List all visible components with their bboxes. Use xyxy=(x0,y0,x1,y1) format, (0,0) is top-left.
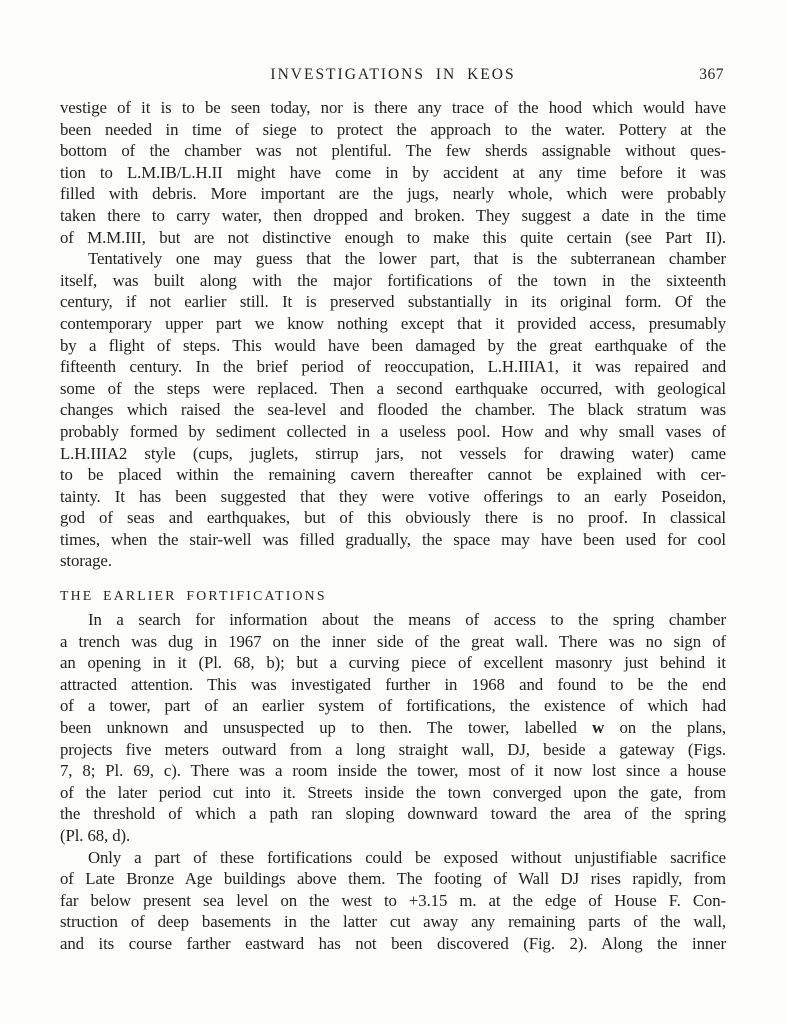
text-line: contemporary upper part we know nothing except that it provided access, presumably xyxy=(60,313,726,333)
text-line: the threshold of which a path ran sloping downward toward the area of the spring xyxy=(60,804,726,824)
text-line: L.H.IIIA2 style (cups, juglets, stirrup jars, not vessels for drawing water) came xyxy=(60,443,726,463)
paragraph-4 xyxy=(60,847,726,955)
tower-line-post: on the plans, xyxy=(604,718,726,738)
text-line: In a search for information about the means of access to the spring chamber xyxy=(88,610,726,630)
text-line: far below present sea level on the west to +3.15 m. at the edge of House F. Con- xyxy=(60,890,726,910)
text-line: attracted attention. This was investigated further in 1968 and found to be the end xyxy=(60,674,726,694)
tower-line-pre: been unknown and unsuspected up to then. The tower, labelled xyxy=(60,718,593,738)
text-line: by a flight of steps. This would have been damaged by the great earthquake of the xyxy=(60,335,726,355)
text-line: changes which raised the sea-level and flooded the chamber. The black stratum was xyxy=(60,400,726,420)
page-number: 367 xyxy=(699,66,724,83)
paragraph-2 xyxy=(60,248,726,572)
text-line: probably formed by sediment collected in a useless pool. How and why small vases of xyxy=(60,421,726,441)
text-line: some of the steps were replaced. Then a second earthquake occurred, with geological xyxy=(60,378,726,398)
text-line: Tentatively one may guess that the lower part, that is the subterranean chamber xyxy=(88,249,726,269)
section-heading: THE EARLIER FORTIFICATIONS xyxy=(60,588,327,604)
text-line: been needed in time of siege to protect the approach to the water. Pottery at the xyxy=(60,119,726,139)
text-line: Only a part of these fortifications could be exposed without unjustifiable sacrifice xyxy=(88,847,726,867)
paragraph-3 xyxy=(60,609,726,847)
text-line: god of seas and earthquakes, but of this obviously there is no proof. In classical xyxy=(60,508,726,528)
tower-label-w: w xyxy=(592,718,605,738)
running-head-title: INVESTIGATIONS IN KEOS xyxy=(270,66,516,83)
text-line: a trench was dug in 1967 on the inner side of the great wall. There was no sign of xyxy=(60,631,726,651)
paragraph-1 xyxy=(60,97,726,248)
text-column xyxy=(60,97,726,955)
text-line: vestige of it is to be seen today, nor is there any trace of the hood which would have xyxy=(60,98,726,117)
text-line: of M.M.III, but are not distinctive enough to make this quite certain (see Part II). xyxy=(60,227,726,247)
text-line: of the later period cut into it. Streets inside the town converged upon the gate, from xyxy=(60,782,726,802)
text-line: times, when the stair-well was filled gradually, the space may have been used for cool xyxy=(60,529,726,549)
text-line: an opening in it (Pl. 68, b); but a curving piece of excellent masonry just behind it xyxy=(60,653,726,673)
text-line: itself, was built along with the major fortifications of the town in the sixteenth xyxy=(60,270,726,290)
text-line: fifteenth century. In the brief period of reoccupation, L.H.IIIA1, it was repaired and xyxy=(60,357,726,377)
text-line: taken there to carry water, then dropped and broken. They suggest a date in the time xyxy=(60,205,726,225)
text-line: (Pl. 68, d). xyxy=(60,826,131,845)
text-line: bottom of the chamber was not plentiful. The few sherds assignable without ques- xyxy=(60,141,726,161)
text-line-tower-label xyxy=(60,717,726,739)
text-line: tainty. It has been suggested that they were votive offerings to an early Poseidon, xyxy=(60,486,726,506)
text-line: filled with debris. More important are the jugs, nearly whole, which were probably xyxy=(60,184,726,204)
text-line: and its course farther eastward has not been discovered (Fig. 2). Along the inner xyxy=(60,933,726,953)
text-line: storage. xyxy=(60,551,112,571)
text-line: century, if not earlier still. It is preserved substantially in its original form. Of the xyxy=(60,292,726,312)
text-line: struction of deep basements in the latter cut away any remaining parts of the wall, xyxy=(60,912,726,932)
text-line: tion to L.M.IB/L.H.II might have come in by accident at any time before it was xyxy=(60,162,726,182)
running-head xyxy=(60,66,726,86)
text-line: projects five meters outward from a long straight wall, DJ, beside a gateway (Figs. xyxy=(60,739,726,759)
text-line: to be placed within the remaining cavern thereafter cannot be explained with cer- xyxy=(60,465,726,485)
text-line: of Late Bronze Age buildings above them. The footing of Wall DJ rises rapidly, from xyxy=(60,869,726,889)
text-line: 7, 8; Pl. 69, c). There was a room inside the tower, most of it now lost since a house xyxy=(60,761,726,781)
text-line: of a tower, part of an earlier system of fortifications, the existence of which had xyxy=(60,696,726,716)
